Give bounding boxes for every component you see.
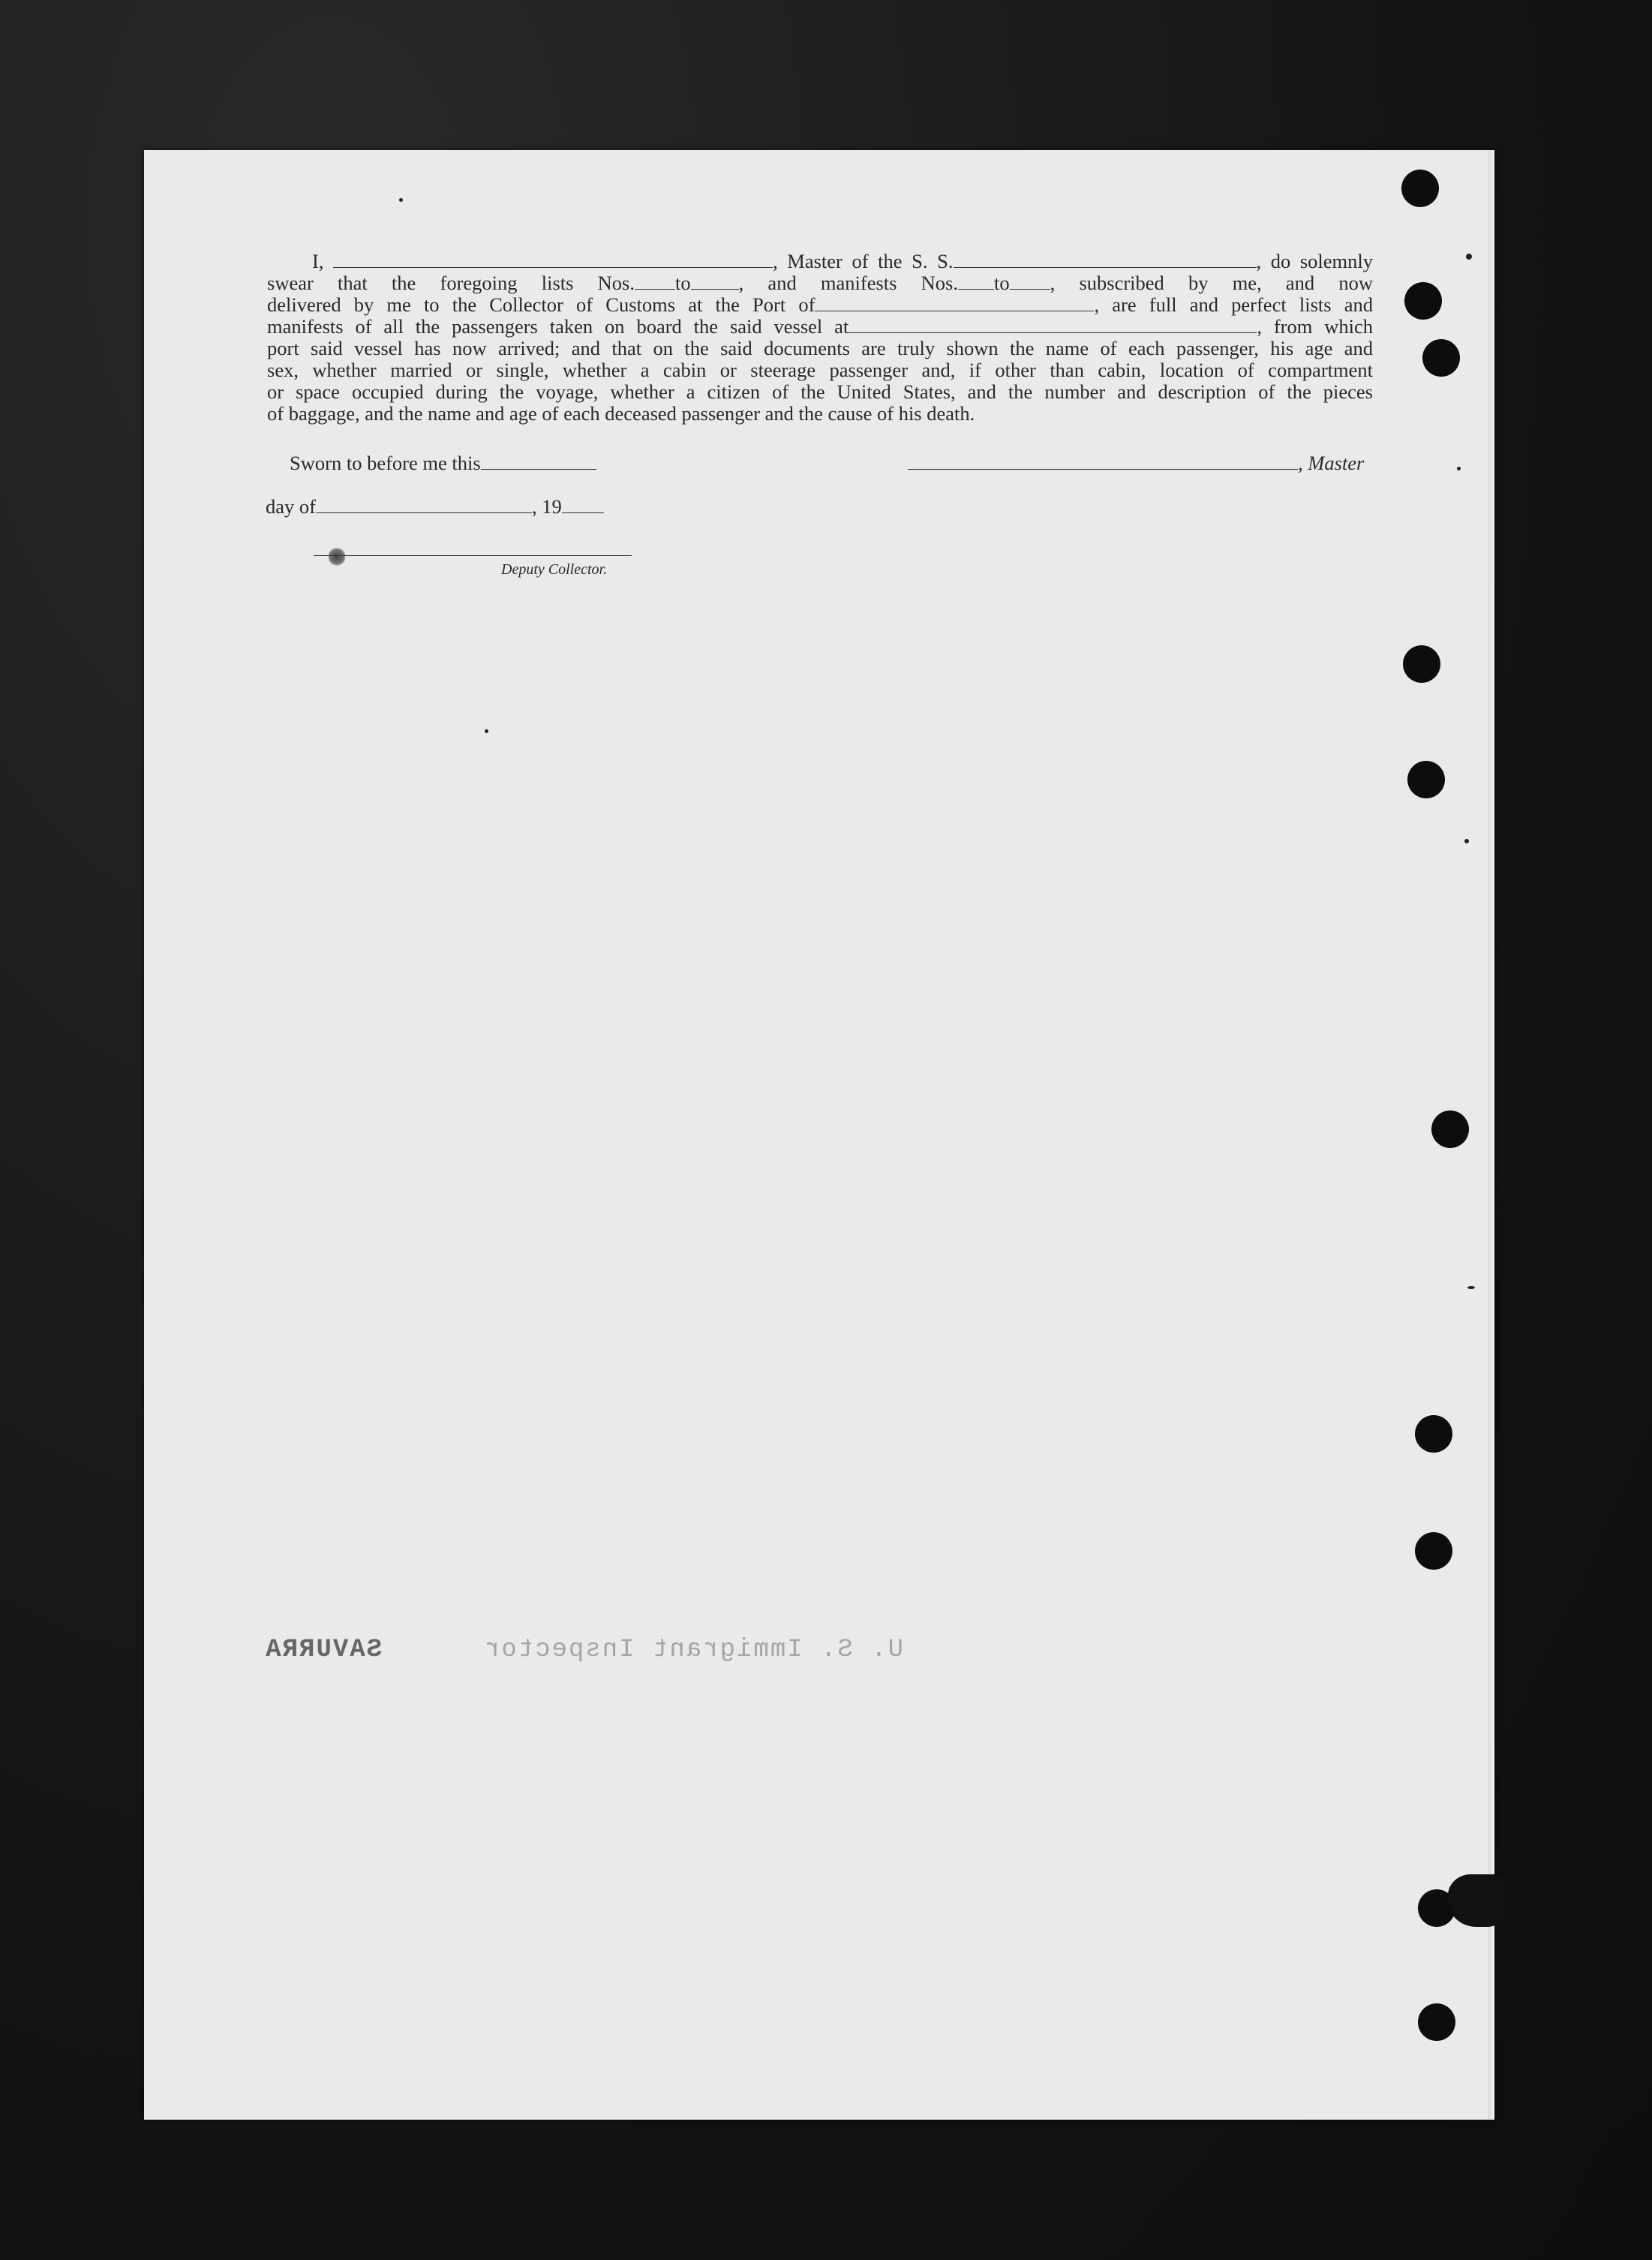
punch-hole [1403,645,1440,683]
oath-pronoun: I, [312,250,324,272]
day-of-row [266,495,604,518]
oath-paragraph [267,251,1373,425]
day-of-label: day of [266,495,316,518]
bleed-stamp-text: SAVURRA [264,1636,383,1664]
ink-mark [329,546,345,567]
speck [1466,254,1472,260]
oath-line-5: port said vessel has now arrived; and that on the said documents are truly shown the name of each passenger, his age and [267,337,1373,359]
manifests-nos-label: , and manifests Nos. [738,272,958,294]
port-of-embarkation-blank[interactable] [849,317,1257,333]
year-blank[interactable] [562,497,604,513]
torn-edge [1448,1874,1505,1927]
sworn-label: Sworn to before me this [290,452,481,474]
master-signature-blank[interactable] [908,454,1298,470]
oath-line-7: or space occupied during the voyage, whether a citizen of the United States, and the number and description of the pieces [267,380,1373,403]
oath-line-8: of baggage, and the name and age of each deceased passenger and the cause of his death. [267,402,975,425]
master-suffix-label: , Master [1298,452,1365,474]
sworn-row [290,452,596,475]
oath-line-3 [267,294,1373,316]
punch-hole [1431,1110,1469,1148]
ship-name-blank[interactable] [954,252,1257,268]
lists-from-blank[interactable] [635,274,675,290]
oath-line-4 [267,316,1373,338]
delivered-label: delivered by me to the Collector of Customs at the Port of [267,293,815,316]
speck [1457,467,1461,470]
punch-hole [1418,2003,1455,2041]
lists-to-blank[interactable] [691,274,739,290]
reverse-bleed-through [264,1636,903,1673]
month-blank[interactable] [316,497,532,513]
speck [1464,839,1469,843]
punch-hole [1407,761,1445,798]
punch-hole [1415,1415,1452,1453]
punch-hole [1422,339,1460,377]
speck [1467,1286,1475,1289]
oath-line-2 [267,272,1373,294]
manifest-page [144,150,1494,2120]
full-perfect-label: , are full and perfect lists and [1094,293,1373,316]
to-label-2: to [994,272,1010,294]
punch-hole [1415,1532,1452,1570]
manifests-to-blank[interactable] [1010,274,1050,290]
lists-nos-label: swear that the foregoing lists Nos. [267,272,635,294]
bleed-typed-text: U. S. Immigrant Inspector [482,1636,903,1664]
speck [485,729,488,733]
master-signature-row [908,452,1364,475]
manifests-of-all-label: manifests of all the passengers taken on board the said vessel at [267,315,849,338]
oath-line-1 [267,251,1373,272]
deputy-collector-label: Deputy Collector. [501,561,608,578]
master-name-blank[interactable] [333,252,773,268]
master-of-ss-label: , Master of the S. S. [773,250,954,272]
punch-hole [1401,170,1439,207]
subscribed-label: , subscribed by me, and now [1050,272,1373,294]
sworn-day-blank[interactable] [481,454,596,470]
punch-hole [1404,282,1442,320]
from-which-label: , from which [1257,315,1373,338]
oath-line-6: sex, whether married or single, whether a cabin or steerage passenger and, if other than cabin, location of compartment [267,359,1373,381]
port-blank[interactable] [815,296,1094,311]
deputy-collector-signature-line[interactable] [314,555,632,556]
do-solemnly-label: , do solemnly [1256,250,1374,272]
to-label: to [674,272,691,294]
speck [399,198,403,202]
year-prefix-label: , 19 [531,495,562,518]
manifests-from-blank[interactable] [958,274,994,290]
